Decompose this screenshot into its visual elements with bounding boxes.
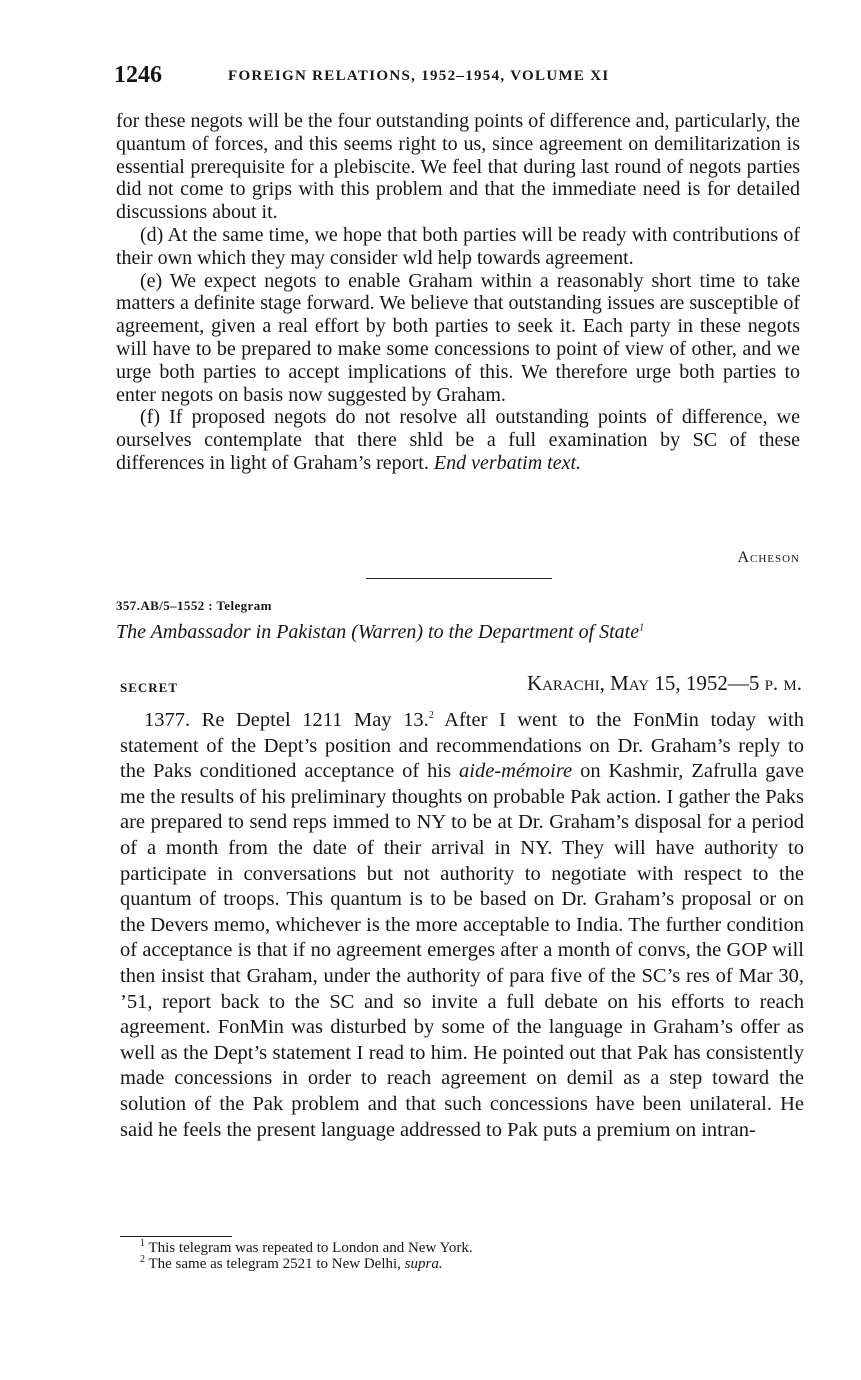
footnote-marker: 1 xyxy=(140,1238,145,1249)
paragraph-d xyxy=(116,224,800,270)
footnote-reference: supra. xyxy=(404,1256,443,1272)
document-title-text: The Ambassador in Pakistan (Warren) to the Department of State xyxy=(116,621,640,643)
section-divider xyxy=(366,578,552,579)
signature-text: Acheson xyxy=(737,549,800,566)
footnote-text: The same as telegram 2521 to New Delhi, xyxy=(145,1256,405,1272)
document-title xyxy=(116,621,806,644)
page-header xyxy=(114,62,804,92)
page-number: 1246 xyxy=(114,62,162,88)
previous-document-text xyxy=(116,110,800,475)
paragraph-e xyxy=(116,270,800,407)
signature xyxy=(640,549,800,567)
footnote-marker: 2 xyxy=(140,1254,145,1265)
footnote-text: This telegram was repeated to London and New York. xyxy=(145,1240,473,1256)
place-date xyxy=(480,671,802,696)
item-label: (f) xyxy=(140,406,160,429)
telegram-text: After I went to the FonMin today with statement of the Dept’s position and recommendations on Dr. Graham’s reply to the Paks conditioned acceptance of his xyxy=(120,709,804,783)
telegram-body xyxy=(120,708,804,1143)
item-label: (d) xyxy=(140,223,164,246)
paragraph-text: We expect negots to enable Graham within a reasonably short time to take matters a definite stage forward. We believe that outstanding issues are susceptible of agreement, given a real effort by both parties to seek it. Each party in these negots will have to be prepared to make some concessions to point of view of other, and we urge both parties to accept implications of this. We therefore urge both parties to enter negots on basis now suggested by Graham. xyxy=(116,269,800,406)
telegram-text: on Kashmir, Zafrulla gave me the results of his preliminary thoughts on probable Pak action. I gather the Paks are prepared to send reps immed to NY to be at Dr. Graham’s disposal for a period of a month from the date of their arrival in NY. They will have authority to participate in conversations but not authority to negotiate with respect to the quantum of troops. This quantum is to be based on Dr. Graham’s proposal or on the Devers memo, whichever is the more acceptable to India. The further condition of acceptance is that if no agreement emerges after a month of convs, the GOP will then insist that Graham, under the authority of para five of the SC’s res of Mar 30, ’51, report back to the SC and so invite a full debate on his efforts to reach agreement. FonMin was disturbed by some of the language in Graham’s offer as well as the Dept’s statement I read to him. He pointed out that Pak has consistently made concessions in order to reach agreement on demil as a step toward the solution of the Pak problem and that such concessions have been unilateral. He said he feels the present language addressed to Pak puts a premium on intran- xyxy=(120,760,804,1141)
paragraph: for these negots will be the four outstanding points of difference and, particularly, the quantum of forces, and this seems right to us, since agreement on demilitarization is essential prerequisite for a plebiscite. We feel that during last round of negots parties did not come to grips with this problem and that the immediate need is for detailed discussions about it. xyxy=(116,110,800,224)
footnote-2 xyxy=(140,1256,740,1272)
end-verbatim-note: End verbatim text. xyxy=(433,451,582,474)
footnote-divider xyxy=(120,1236,232,1237)
running-title: FOREIGN RELATIONS, 1952–1954, VOLUME XI xyxy=(228,68,610,84)
aide-memoire-term: aide-mémoire xyxy=(459,760,573,783)
item-label: (e) xyxy=(140,269,163,292)
telegram-text: 1377. Re Deptel 1211 May 13. xyxy=(144,709,429,731)
paragraph-text: At the same time, we hope that both parties will be ready with contributions of their own which they may consider wld help towards agreement. xyxy=(116,223,800,269)
footnote-marker: 2 xyxy=(428,710,434,722)
place-date-text: Karachi, May 15, 1952—5 p. m. xyxy=(526,671,802,695)
document-id: 357.AB/5–1552 : Telegram xyxy=(116,598,272,613)
paragraph-text: If proposed negots do not resolve all outstanding points of difference, we ourselves contemplate that there shld be a full examination by SC of these differences in light of Graham’s report. xyxy=(116,406,800,474)
paragraph-f xyxy=(116,406,800,474)
telegram-paragraph xyxy=(120,708,804,1143)
footnote-marker: 1 xyxy=(639,622,645,634)
footnote-1 xyxy=(140,1240,740,1256)
classification: SECRET xyxy=(120,680,179,695)
footnotes xyxy=(140,1240,740,1272)
